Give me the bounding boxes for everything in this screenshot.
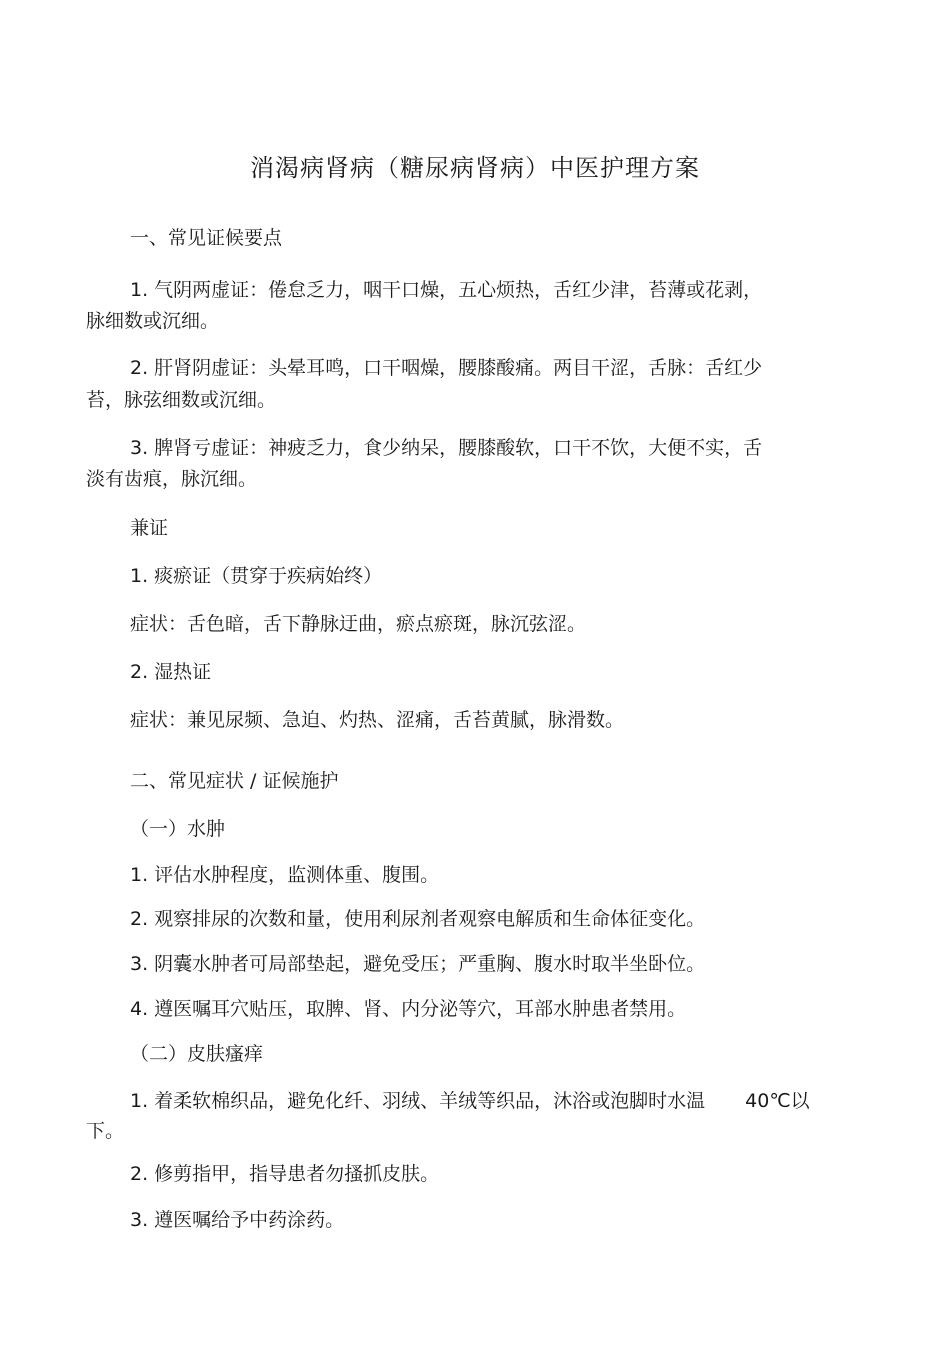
concurrent-1-symptom: 症状：舌色暗，舌下静脉迂曲，瘀点瘀斑，脉沉弦涩。 (130, 613, 587, 635)
itching-heading: （二）皮肤瘙痒 (130, 1043, 264, 1065)
concurrent-2-symptom: 症状：兼见尿频、急迫、灼热、涩痛，舌苔黄腻，脉滑数。 (130, 709, 625, 731)
edema-heading: （一）水肿 (130, 818, 226, 840)
concurrent-1-title: 1. 痰瘀证（贯穿于疾病始终） (130, 565, 383, 587)
edema-item-1: 1. 评估水肿程度，监测体重、腹围。 (130, 864, 440, 886)
edema-item-3: 3. 阴囊水肿者可局部垫起，避免受压；严重胸、腹水时取半坐卧位。 (130, 953, 706, 975)
edema-item-2: 2. 观察排尿的次数和量，使用利尿剂者观察电解质和生命体征变化。 (130, 908, 706, 930)
syndrome-3-line1: 3. 脾肾亏虚证：神疲乏力，食少纳呆，腰膝酸软，口干不饮，大便不实，舌 (130, 437, 763, 459)
itching-item-1-line2: 下。 (86, 1120, 125, 1142)
syndrome-3-line2: 淡有齿痕，脉沉细。 (86, 468, 258, 490)
syndrome-1-line2: 脉细数或沉细。 (86, 310, 220, 332)
itching-item-1-line1 (130, 1087, 810, 1115)
document-title: 消渴病肾病（糖尿病肾病）中医护理方案 (250, 154, 700, 182)
itching-item-1-temp: 40℃以 (745, 1090, 810, 1112)
itching-item-2: 2. 修剪指甲，指导患者勿搔抓皮肤。 (130, 1163, 440, 1185)
itching-item-3: 3. 遵医嘱给予中药涂药。 (130, 1209, 345, 1231)
concurrent-heading: 兼证 (130, 517, 169, 539)
syndrome-1-line1: 1. 气阴两虚证：倦怠乏力，咽干口燥，五心烦热，舌红少津，苔薄或花剥， (130, 279, 763, 301)
syndrome-2-line1: 2. 肝肾阴虚证：头晕耳鸣，口干咽燥，腰膝酸痛。两目干涩，舌脉：舌红少 (130, 357, 763, 379)
section1-heading: 一、常见证候要点 (130, 227, 283, 249)
concurrent-2-title: 2. 湿热证 (130, 661, 212, 683)
itching-item-1-text: 1. 着柔软棉织品，避免化纤、羽绒、羊绒等织品，沐浴或泡脚时水温 (130, 1090, 706, 1112)
edema-item-4: 4. 遵医嘱耳穴贴压，取脾、肾、内分泌等穴，耳部水肿患者禁用。 (130, 998, 687, 1020)
syndrome-2-line2: 苔，脉弦细数或沉细。 (86, 389, 277, 411)
section2-heading: 二、常见症状 / 证候施护 (130, 770, 339, 792)
